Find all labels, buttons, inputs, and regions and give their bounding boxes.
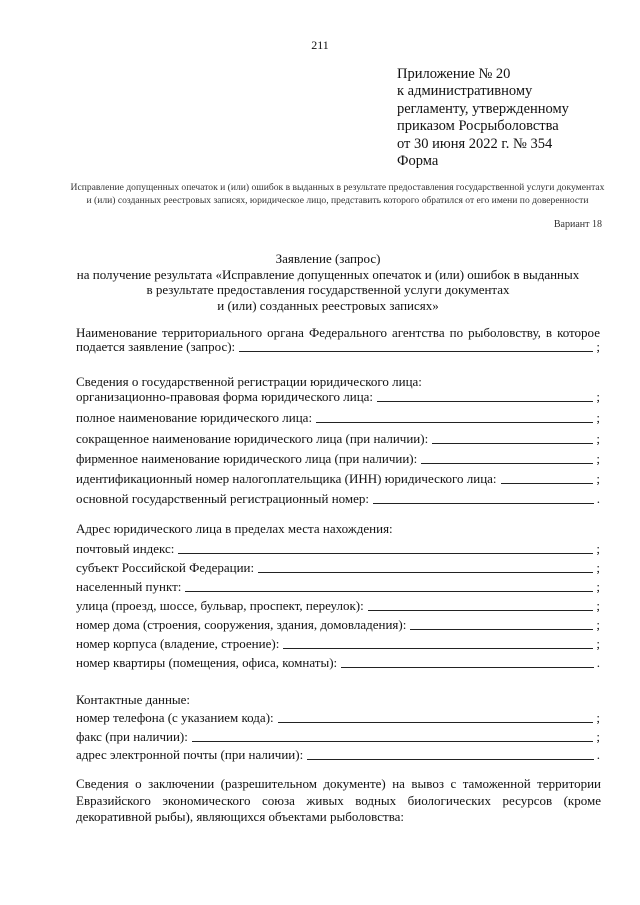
fill-line — [185, 590, 593, 592]
variant-number: Вариант 18 — [553, 219, 602, 230]
field-end: ; — [596, 729, 600, 744]
field-label: номер квартиры (помещения, офиса, комнаты): — [76, 655, 338, 670]
title-line: Заявление (запрос) — [275, 251, 381, 266]
fill-line — [258, 571, 593, 573]
field-end: ; — [596, 598, 600, 613]
addr-field-region[interactable] — [76, 559, 600, 576]
field-label: факс (при наличии): — [76, 729, 188, 744]
field-end: ; — [596, 617, 600, 632]
reg-field-inn[interactable] — [76, 470, 600, 487]
registration-heading: Сведения о государственной регистрации юридического лица: — [76, 374, 422, 389]
fill-line — [316, 421, 593, 423]
field-label: подается заявление (запрос): — [76, 339, 236, 354]
territorial-label-line1: Наименование территориального органа Федерального агентства по рыболовству, в которое — [76, 325, 600, 340]
fill-line — [501, 482, 594, 484]
field-end: . — [596, 491, 600, 506]
reg-field-ogrn[interactable] — [76, 490, 600, 507]
addr-field-street[interactable] — [76, 597, 600, 614]
field-end: ; — [596, 710, 600, 725]
fill-line — [368, 609, 594, 611]
field-label: фирменное наименование юридического лица (при наличии): — [76, 451, 418, 466]
fill-line — [421, 462, 593, 464]
field-label: населенный пункт: — [76, 579, 182, 594]
appendix-line: регламенту, утвержденному — [397, 100, 569, 117]
territorial-field[interactable] — [76, 338, 600, 355]
title-line: и (или) созданных реестровых записях» — [217, 297, 439, 313]
field-end: ; — [596, 431, 600, 446]
variant-description: Исправление допущенных опечаток и (или) ошибок в выданных в результате предоставления государственной услуги документах и (или) созданных реестровых записях, юридическое лицо, представить которого обратился от его имени по доверенности — [70, 182, 605, 206]
field-end: . — [596, 747, 600, 762]
field-end: ; — [596, 410, 600, 425]
contact-field-email[interactable] — [76, 746, 600, 763]
appendix-line: Приложение № 20 — [397, 66, 511, 82]
page-number: 211 — [311, 38, 329, 52]
appendix-line: приказом Росрыболовства — [397, 118, 559, 135]
contact-field-phone[interactable] — [76, 709, 600, 726]
fill-line — [373, 502, 594, 504]
fill-line — [410, 628, 593, 630]
field-end: ; — [596, 451, 600, 466]
fill-line — [278, 721, 594, 723]
document-title — [58, 251, 598, 313]
field-end: . — [596, 655, 600, 670]
fill-line — [239, 350, 593, 352]
addr-field-house[interactable] — [76, 616, 600, 633]
field-label: полное наименование юридического лица: — [76, 410, 313, 425]
field-label: идентификационный номер налогоплательщика (ИНН) юридического лица: — [76, 471, 497, 486]
field-label: сокращенное наименование юридического лица (при наличии): — [76, 431, 429, 446]
fill-line — [432, 442, 593, 444]
reg-field-brand-name[interactable] — [76, 450, 600, 467]
appendix-line: Форма — [397, 153, 439, 170]
conclusion-paragraph: Сведения о заключении (разрешительном документе) на вывоз с таможенной территории Евразийского экономического союза живых водных биологических ресурсов (кроме декоративной рыбы), являющихся объектами рыболовства: — [76, 776, 601, 824]
appendix-block — [397, 66, 569, 170]
addr-field-building[interactable] — [76, 635, 600, 652]
fill-line — [307, 758, 594, 760]
fill-line — [192, 740, 593, 742]
field-end: ; — [596, 560, 600, 575]
appendix-line: к административному — [397, 83, 533, 100]
fill-line — [283, 647, 593, 649]
contacts-heading: Контактные данные: — [76, 692, 191, 707]
fill-line — [178, 552, 593, 554]
field-end: ; — [596, 579, 600, 594]
field-label: основной государственный регистрационный номер: — [76, 491, 370, 506]
field-label: номер корпуса (владение, строение): — [76, 636, 280, 651]
field-label: адрес электронной почты (при наличии): — [76, 747, 304, 762]
fill-line — [377, 400, 593, 402]
addr-field-apartment[interactable] — [76, 654, 600, 671]
field-label: номер телефона (с указанием кода): — [76, 710, 274, 725]
addr-field-postcode[interactable] — [76, 540, 600, 557]
reg-field-legal-form[interactable] — [76, 388, 600, 405]
field-label: почтовый индекс: — [76, 541, 175, 556]
title-line: в результате предоставления государственной услуги документах — [146, 282, 510, 298]
addr-field-locality[interactable] — [76, 578, 600, 595]
reg-field-short-name[interactable] — [76, 430, 600, 447]
reg-field-full-name[interactable] — [76, 409, 600, 426]
contact-field-fax[interactable] — [76, 728, 600, 745]
field-label: организационно-правовая форма юридического лица: — [76, 389, 374, 404]
title-line: на получение результата «Исправление допущенных опечаток и (или) ошибок в выданных — [76, 266, 580, 282]
field-end: ; — [596, 471, 600, 486]
appendix-line: от 30 июня 2022 г. № 354 — [397, 135, 553, 152]
field-end: ; — [596, 389, 600, 404]
field-label: субъект Российской Федерации: — [76, 560, 255, 575]
field-label: улица (проезд, шоссе, бульвар, проспект, переулок): — [76, 598, 364, 613]
field-label: номер дома (строения, сооружения, здания, домовладения): — [76, 617, 407, 632]
field-end: ; — [596, 339, 600, 354]
field-end: ; — [596, 541, 600, 556]
field-end: ; — [596, 636, 600, 651]
fill-line — [341, 666, 594, 668]
address-heading: Адрес юридического лица в пределах места нахождения: — [76, 521, 393, 536]
